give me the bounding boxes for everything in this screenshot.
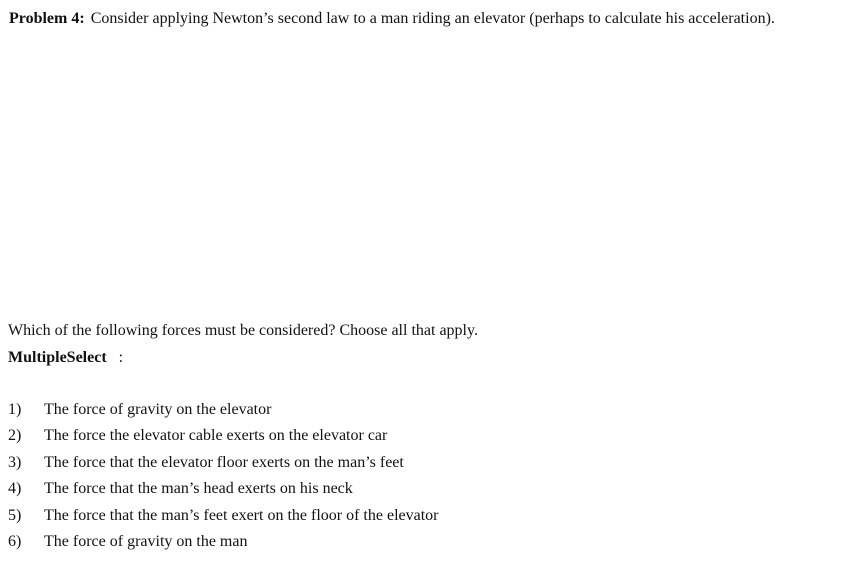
option-item[interactable] [8, 506, 439, 532]
option-item[interactable] [8, 426, 439, 452]
option-number: 3) [8, 453, 22, 471]
option-item[interactable] [8, 532, 439, 558]
question-type-colon: : [118, 349, 124, 366]
option-number: 1) [8, 401, 22, 418]
option-text: The force that the man’s head exerts on his neck [44, 480, 353, 498]
option-number: 5) [8, 506, 22, 524]
question-type-label: MultipleSelect [8, 349, 107, 366]
option-item[interactable] [8, 400, 439, 426]
option-text: The force of gravity on the elevator [44, 401, 272, 418]
option-number: 6) [8, 532, 22, 550]
option-text: The force the elevator cable exerts on the elevator car [44, 427, 388, 445]
option-text: The force that the man’s feet exert on the floor of the elevator [44, 506, 439, 524]
option-text: The force that the elevator floor exerts on the man’s feet [44, 453, 404, 471]
option-item[interactable] [8, 479, 439, 505]
question-text: Which of the following forces must be considered? Choose all that apply. [8, 322, 478, 339]
problem-text: Consider applying Newton’s second law to a man riding an elevator (perhaps to calculate his acceleration). [90, 10, 775, 27]
option-text: The force of gravity on the man [44, 532, 248, 550]
option-number: 2) [8, 427, 22, 445]
question-type [8, 348, 123, 368]
option-number: 4) [8, 480, 22, 498]
options-list [8, 400, 439, 558]
problem-label: Problem 4: [9, 10, 85, 27]
option-item[interactable] [8, 453, 439, 479]
problem-header [9, 9, 775, 29]
